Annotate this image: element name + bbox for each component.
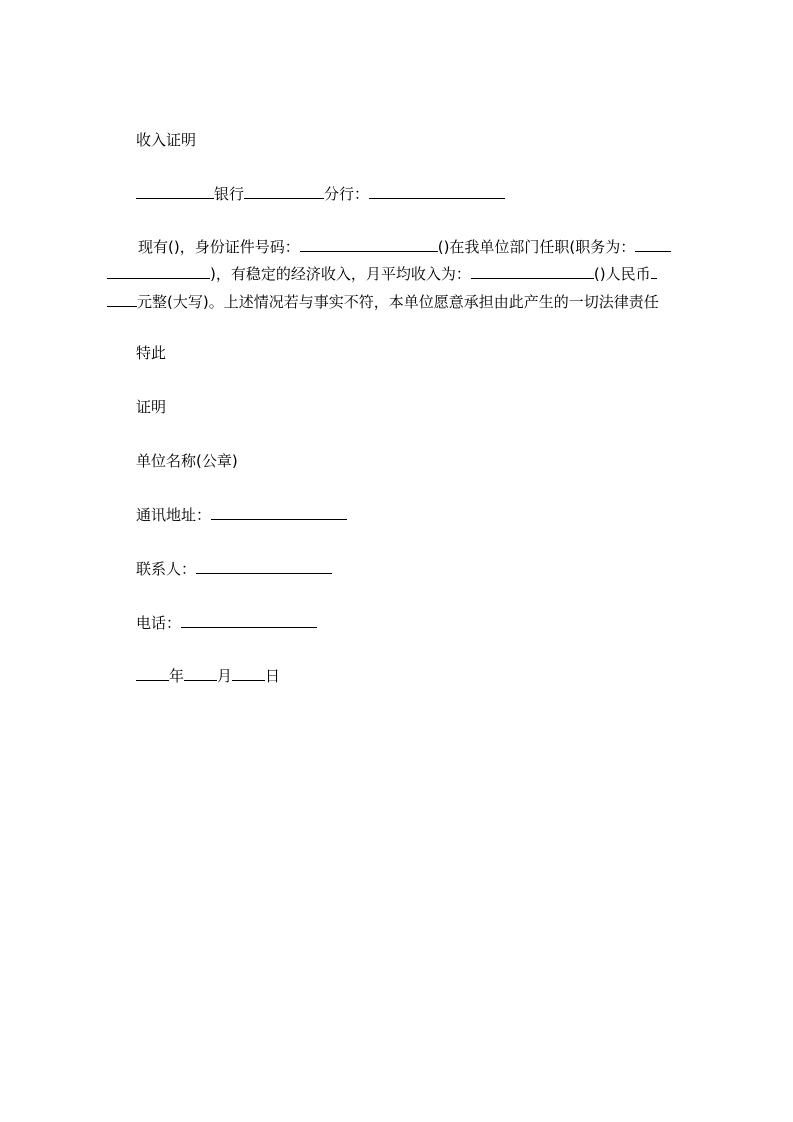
position-blank-end[interactable]	[107, 264, 210, 279]
day-label: 日	[265, 667, 281, 685]
address-label: 通讯地址：	[136, 506, 212, 524]
body-line1-part-a: 现有()，身份证件号码：	[138, 238, 300, 256]
body-line2-part-b: ()人民币	[593, 265, 651, 283]
closing-zheng-ming	[136, 397, 166, 417]
month-label: 月	[217, 667, 233, 685]
body-line3-text: 元整(大写)。上述情况若与事实不符，本单位愿意承担由此产生的一切法律责任	[137, 293, 659, 311]
title-text: 收入证明	[136, 131, 197, 149]
phone-line	[136, 613, 317, 633]
body-line-1	[138, 237, 671, 257]
te-ci-text: 特此	[136, 344, 167, 362]
position-blank-start[interactable]	[635, 237, 671, 252]
address-blank[interactable]	[211, 505, 347, 520]
branch-label: 分行：	[324, 185, 370, 203]
bank-name-blank[interactable]	[136, 184, 214, 199]
body-line1-part-b: ()在我单位部门任职(职务为：	[437, 238, 636, 256]
rmb-amount-blank-end[interactable]	[107, 292, 137, 307]
bank-suffix: 银行	[214, 185, 245, 203]
month-blank[interactable]	[184, 666, 217, 681]
year-blank[interactable]	[136, 666, 169, 681]
closing-te-ci	[136, 343, 166, 363]
zheng-ming-text: 证明	[136, 398, 167, 416]
document-title	[136, 130, 196, 150]
body-line-3	[107, 292, 659, 312]
bank-line	[136, 184, 505, 204]
phone-blank[interactable]	[181, 613, 317, 628]
rmb-amount-blank-start[interactable]	[651, 264, 657, 279]
id-number-blank[interactable]	[300, 237, 438, 252]
unit-name-line	[136, 451, 238, 471]
date-line	[136, 666, 280, 686]
branch-name-blank[interactable]	[244, 184, 324, 199]
branch-blank[interactable]	[369, 184, 505, 199]
contact-label: 联系人：	[136, 560, 197, 578]
address-line	[136, 505, 347, 525]
body-line2-part-a: )，有稳定的经济收入，月平均收入为：	[210, 265, 471, 283]
phone-label: 电话：	[136, 614, 182, 632]
day-blank[interactable]	[232, 666, 265, 681]
contact-line	[136, 559, 332, 579]
unit-name-label: 单位名称(公章)	[136, 452, 238, 470]
monthly-income-blank[interactable]	[471, 264, 594, 279]
contact-blank[interactable]	[196, 559, 332, 574]
year-label: 年	[169, 667, 185, 685]
body-line-2	[107, 264, 657, 284]
